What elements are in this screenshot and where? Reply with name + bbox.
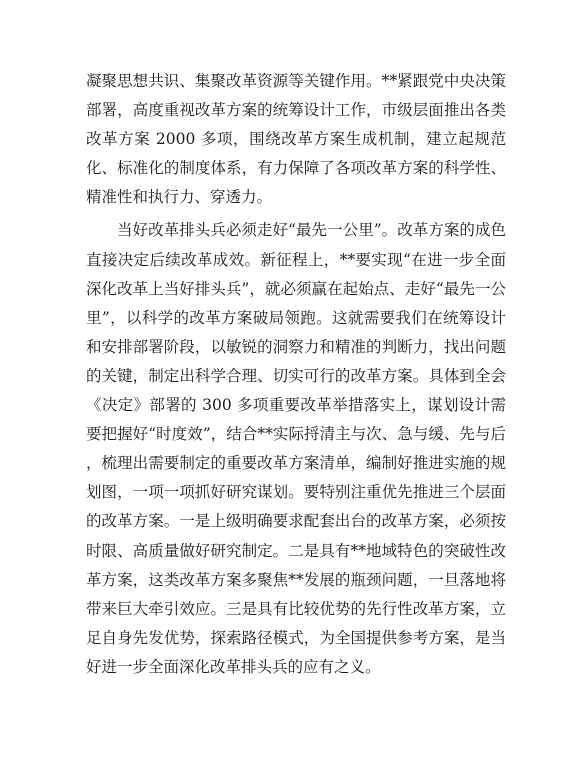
- document-body: [86, 67, 506, 682]
- paragraph-first-kilometer: 当好改革排头兵必须走好“最先一公里”。改革方案的成色直接决定后续改革成效。新征程上，**要实现“在进一步全面深化改革上当好排头兵”，就必须赢在起始点、走好“最先一公里”，以科学的改革方案破局领跑。这就需要我们在统筹设计和安排部署阶段，以敏锐的洞察力和精准的判断力，找出问题的关键，制定出科学合理、切实可行的改革方案。具体到全会《决定》部署的 300 多项重要改革举措落实上，谋划设计需要把握好“时度效”，结合**实际捋清主与次、急与缓、先与后，梳理出需要制定的重要改革方案清单，编制好推进实施的规划图，一项一项抓好研究谋划。要特别注重优先推进三个层面的改革方案。一是上级明确要求配套出台的改革方案，必须按时限、高质量做好研究制定。二是具有**地域特色的突破性改革方案，这类改革方案多聚焦**发展的瓶颈问题，一旦落地将带来巨大牵引效应。三是具有比较优势的先行性改革方案，立足自身先发优势，探索路径模式，为全国提供参考方案，是当好进一步全面深化改革排头兵的应有之义。: [86, 221, 506, 676]
- paragraph-continuation: 凝聚思想共识、集聚改革资源等关键作用。**紧跟党中央决策部署，高度重视改革方案的统筹设计工作，市级层面推出各类改革方案 2000 多项，围绕改革方案生成机制，建立起规范化、标准化的制度体系，有力保障了各项改革方案的科学性、精准性和执行力、穿透力。: [86, 72, 506, 207]
